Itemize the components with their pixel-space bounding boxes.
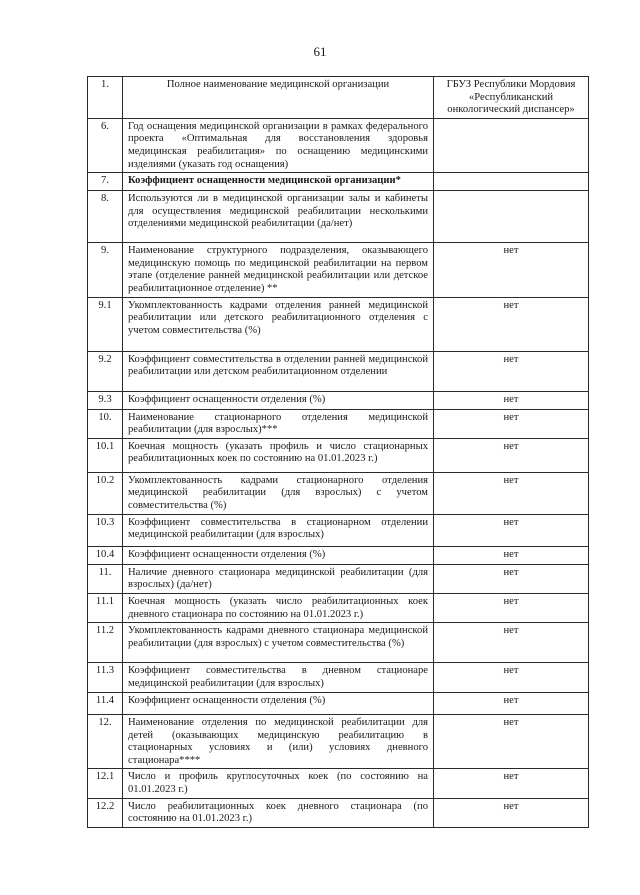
row-num-cell: 9.2 xyxy=(88,351,123,391)
row-text-cell: Наименование отделения по медицинской реабилитации для детей (оказывающих медицинскую реабилитацию в стационарных условиях и (или) условиях дневного стационара**** xyxy=(123,715,434,769)
table-row xyxy=(88,623,589,663)
table-row xyxy=(88,769,589,798)
row-text-cell: Наименование структурного подразделения, оказывающего медицинскую помощь по медицинской реабилитации на первом этапе (отделение ранней медицинской реабилитации или детское реабилитационное отделение) ** xyxy=(123,243,434,297)
row-text-cell: Число реабилитационных коек дневного стационара (по состоянию на 01.01.2023 г.) xyxy=(123,798,434,827)
table-row xyxy=(88,391,589,409)
row-num-cell: 9.1 xyxy=(88,297,123,351)
row-value-cell: нет xyxy=(434,472,589,514)
row-value-cell: нет xyxy=(434,297,589,351)
header-num-cell: 1. xyxy=(88,77,123,119)
row-text-cell: Коэффициент оснащенности отделения (%) xyxy=(123,391,434,409)
table-row xyxy=(88,243,589,297)
row-num-cell: 6. xyxy=(88,118,123,172)
row-num-cell: 9.3 xyxy=(88,391,123,409)
organization-table xyxy=(87,76,589,828)
row-num-cell: 9. xyxy=(88,243,123,297)
table-row xyxy=(88,663,589,693)
table-row xyxy=(88,798,589,827)
row-num-cell: 11.2 xyxy=(88,623,123,663)
table-row xyxy=(88,514,589,546)
row-text-cell: Наименование стационарного отделения медицинской реабилитации (для взрослых)*** xyxy=(123,409,434,438)
header-name-cell: Полное наименование медицинской организации xyxy=(123,77,434,119)
row-value-cell: нет xyxy=(434,243,589,297)
row-text-cell: Используются ли в медицинской организации залы и кабинеты для осуществления медицинской реабилитации несколькими отделениями медицинской реабилитации (да/нет) xyxy=(123,191,434,243)
row-num-cell: 8. xyxy=(88,191,123,243)
row-text-cell: Укомплектованность кадрами дневного стационара медицинской реабилитации (для взрослых) с учетом совместительства (%) xyxy=(123,623,434,663)
row-text-cell: Коечная мощность (указать профиль и число стационарных реабилитационных коек по состоянию на 01.01.2023 г.) xyxy=(123,438,434,472)
row-text-cell: Коэффициент оснащенности отделения (%) xyxy=(123,546,434,564)
row-value-cell: нет xyxy=(434,623,589,663)
row-text-cell: Наличие дневного стационара медицинской реабилитации (для взрослых) (да/нет) xyxy=(123,564,434,593)
row-text-cell: Коэффициент совместительства в стационарном отделении медицинской реабилитации (для взрослых) xyxy=(123,514,434,546)
row-text-cell: Коэффициент оснащенности медицинской организации* xyxy=(123,173,434,191)
row-text-cell: Укомплектованность кадрами стационарного отделения медицинской реабилитации (для взрослых) с учетом совместительства (%) xyxy=(123,472,434,514)
table-row xyxy=(88,173,589,191)
table-header-row xyxy=(88,77,589,119)
row-num-cell: 10.4 xyxy=(88,546,123,564)
row-text-cell: Коэффициент совместительства в дневном стационаре медицинской реабилитации (для взрослых) xyxy=(123,663,434,693)
row-value-cell: нет xyxy=(434,546,589,564)
table-row xyxy=(88,438,589,472)
table-row xyxy=(88,191,589,243)
row-num-cell: 10. xyxy=(88,409,123,438)
row-num-cell: 11.1 xyxy=(88,593,123,622)
table-row xyxy=(88,564,589,593)
row-num-cell: 11. xyxy=(88,564,123,593)
row-num-cell: 10.2 xyxy=(88,472,123,514)
row-value-cell xyxy=(434,118,589,172)
row-value-cell: нет xyxy=(434,391,589,409)
row-value-cell: нет xyxy=(434,438,589,472)
row-text-cell: Коэффициент совместительства в отделении ранней медицинской реабилитации или детском реабилитационном отделении xyxy=(123,351,434,391)
row-num-cell: 12.1 xyxy=(88,769,123,798)
row-num-cell: 10.1 xyxy=(88,438,123,472)
row-value-cell: нет xyxy=(434,798,589,827)
row-text-cell: Коечная мощность (указать число реабилитационных коек дневного стационара по состоянию на 01.01.2023 г.) xyxy=(123,593,434,622)
row-text-cell: Год оснащения медицинской организации в рамках федерального проекта «Оптимальная для восстановления здоровья медицинская реабилитация» по оснащению медицинскими изделиями (указать год оснащения) xyxy=(123,118,434,172)
row-text-cell: Коэффициент оснащенности отделения (%) xyxy=(123,693,434,715)
row-num-cell: 12.2 xyxy=(88,798,123,827)
table-row xyxy=(88,472,589,514)
row-value-cell xyxy=(434,173,589,191)
row-num-cell: 10.3 xyxy=(88,514,123,546)
table-row xyxy=(88,118,589,172)
row-value-cell: нет xyxy=(434,351,589,391)
table-row xyxy=(88,409,589,438)
table-row xyxy=(88,546,589,564)
row-value-cell: нет xyxy=(434,693,589,715)
page-number: 61 xyxy=(313,44,327,59)
row-num-cell: 11.3 xyxy=(88,663,123,693)
table-row xyxy=(88,593,589,622)
row-num-cell: 12. xyxy=(88,715,123,769)
row-value-cell: нет xyxy=(434,564,589,593)
table-body xyxy=(88,77,589,828)
row-value-cell: нет xyxy=(434,409,589,438)
table-row xyxy=(88,351,589,391)
row-text-cell: Число и профиль круглосуточных коек (по состоянию на 01.01.2023 г.) xyxy=(123,769,434,798)
table-row xyxy=(88,297,589,351)
table-row xyxy=(88,693,589,715)
row-value-cell: нет xyxy=(434,663,589,693)
row-value-cell: нет xyxy=(434,715,589,769)
row-value-cell: нет xyxy=(434,769,589,798)
row-num-cell: 11.4 xyxy=(88,693,123,715)
row-text-cell: Укомплектованность кадрами отделения ранней медицинской реабилитации или детского реабилитационного отделения с учетом совместительства (%) xyxy=(123,297,434,351)
table-row xyxy=(88,715,589,769)
row-value-cell xyxy=(434,191,589,243)
row-num-cell: 7. xyxy=(88,173,123,191)
row-value-cell: нет xyxy=(434,514,589,546)
row-value-cell: нет xyxy=(434,593,589,622)
header-value-cell: ГБУЗ Республики Мордовия «Республиканский онкологический диспансер» xyxy=(434,77,589,119)
